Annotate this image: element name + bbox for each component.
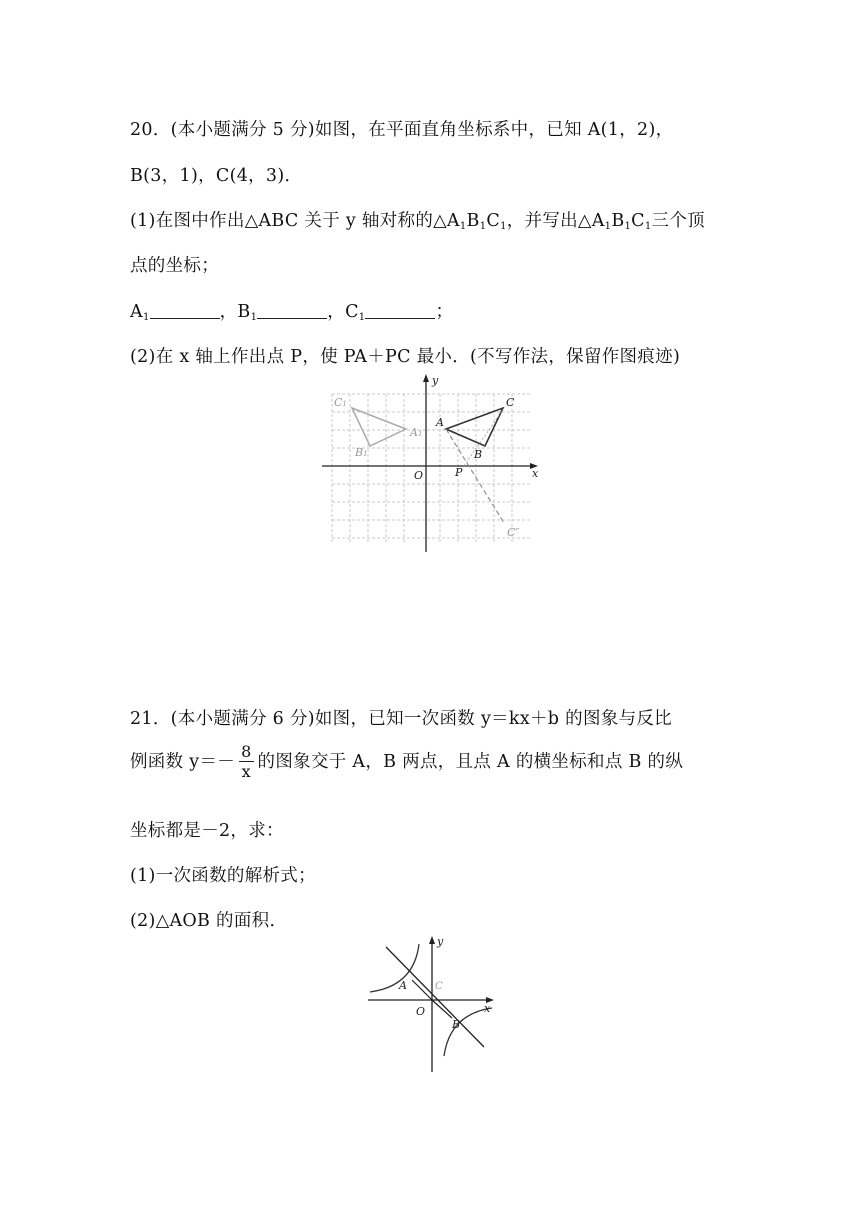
segment-ob: [432, 1000, 452, 1018]
triangle-a1b1c1: [352, 408, 406, 446]
label-b: B: [474, 448, 483, 461]
label-x: x: [484, 1002, 491, 1015]
label-c1: C1: [334, 396, 347, 409]
label-b1: B1: [355, 446, 368, 459]
label-a: A: [436, 416, 444, 429]
grid: [332, 394, 530, 544]
label-b: B: [452, 1018, 461, 1031]
q20-line4: 点的坐标；: [130, 256, 219, 276]
answer-blank-b1[interactable]: [257, 304, 327, 319]
hyperbola-branch-upper-left: [370, 944, 419, 992]
q20-line2: B(3，1)，C(4，3)．: [130, 166, 303, 186]
label-c-double-prime: C″: [507, 526, 520, 539]
q21-part1: (1)一次函数的解析式；: [130, 866, 316, 886]
answer-blank-c1[interactable]: [365, 304, 435, 319]
label-p: P: [455, 466, 463, 479]
q20-part2: (2)在 x 轴上作出点 P，使 PA＋PC 最小．(不写作法，保留作图痕迹): [130, 347, 681, 367]
q21-line3: 坐标都是－2，求：: [130, 821, 284, 841]
q21-line2: 例函数 y＝－ $\frac{8}{x}$ 的图象交于 A，B 两点，且点 A 的横坐标和点 B 的纵: [130, 742, 684, 781]
label-y: y: [432, 374, 439, 387]
y-axis-arrow: [429, 936, 435, 944]
q20-line1: 20．(本小题满分 5 分)如图，在平面直角坐标系中，已知 A(1，2)，: [130, 120, 674, 140]
fraction-8-over-x: $\frac{8}{x}$: [241, 742, 252, 781]
q20-answer-line: $A_1$ ，$B_1$ ，$C_1$ ；: [130, 302, 454, 323]
label-y: y: [437, 935, 444, 948]
q20-figure: [318, 372, 548, 554]
label-o: O: [414, 469, 424, 482]
hyperbola-branch-lower-right: [444, 1008, 492, 1056]
label-o: O: [416, 1005, 426, 1018]
q21-figure: [364, 930, 504, 1074]
label-x: x: [532, 467, 539, 480]
q21-part2: (2)△AOB 的面积．: [130, 911, 288, 931]
answer-blank-a1[interactable]: [150, 304, 220, 319]
label-a: A: [399, 979, 407, 992]
label-a1: A1: [410, 426, 423, 439]
q20-part1: (1)在图中作出△ABC 关于 y 轴对称的$\triangle A_1B_1C_1$，并写出$\triangle A_1B_1C_1$三个顶: [130, 211, 705, 232]
q21-line1: 21．(本小题满分 6 分)如图，已知一次函数 y＝kx＋b 的图象与反比: [130, 709, 672, 729]
y-axis-arrow: [423, 374, 429, 382]
label-c: C: [506, 396, 515, 409]
linear-function-line: [386, 947, 484, 1047]
label-c: C: [435, 981, 443, 992]
